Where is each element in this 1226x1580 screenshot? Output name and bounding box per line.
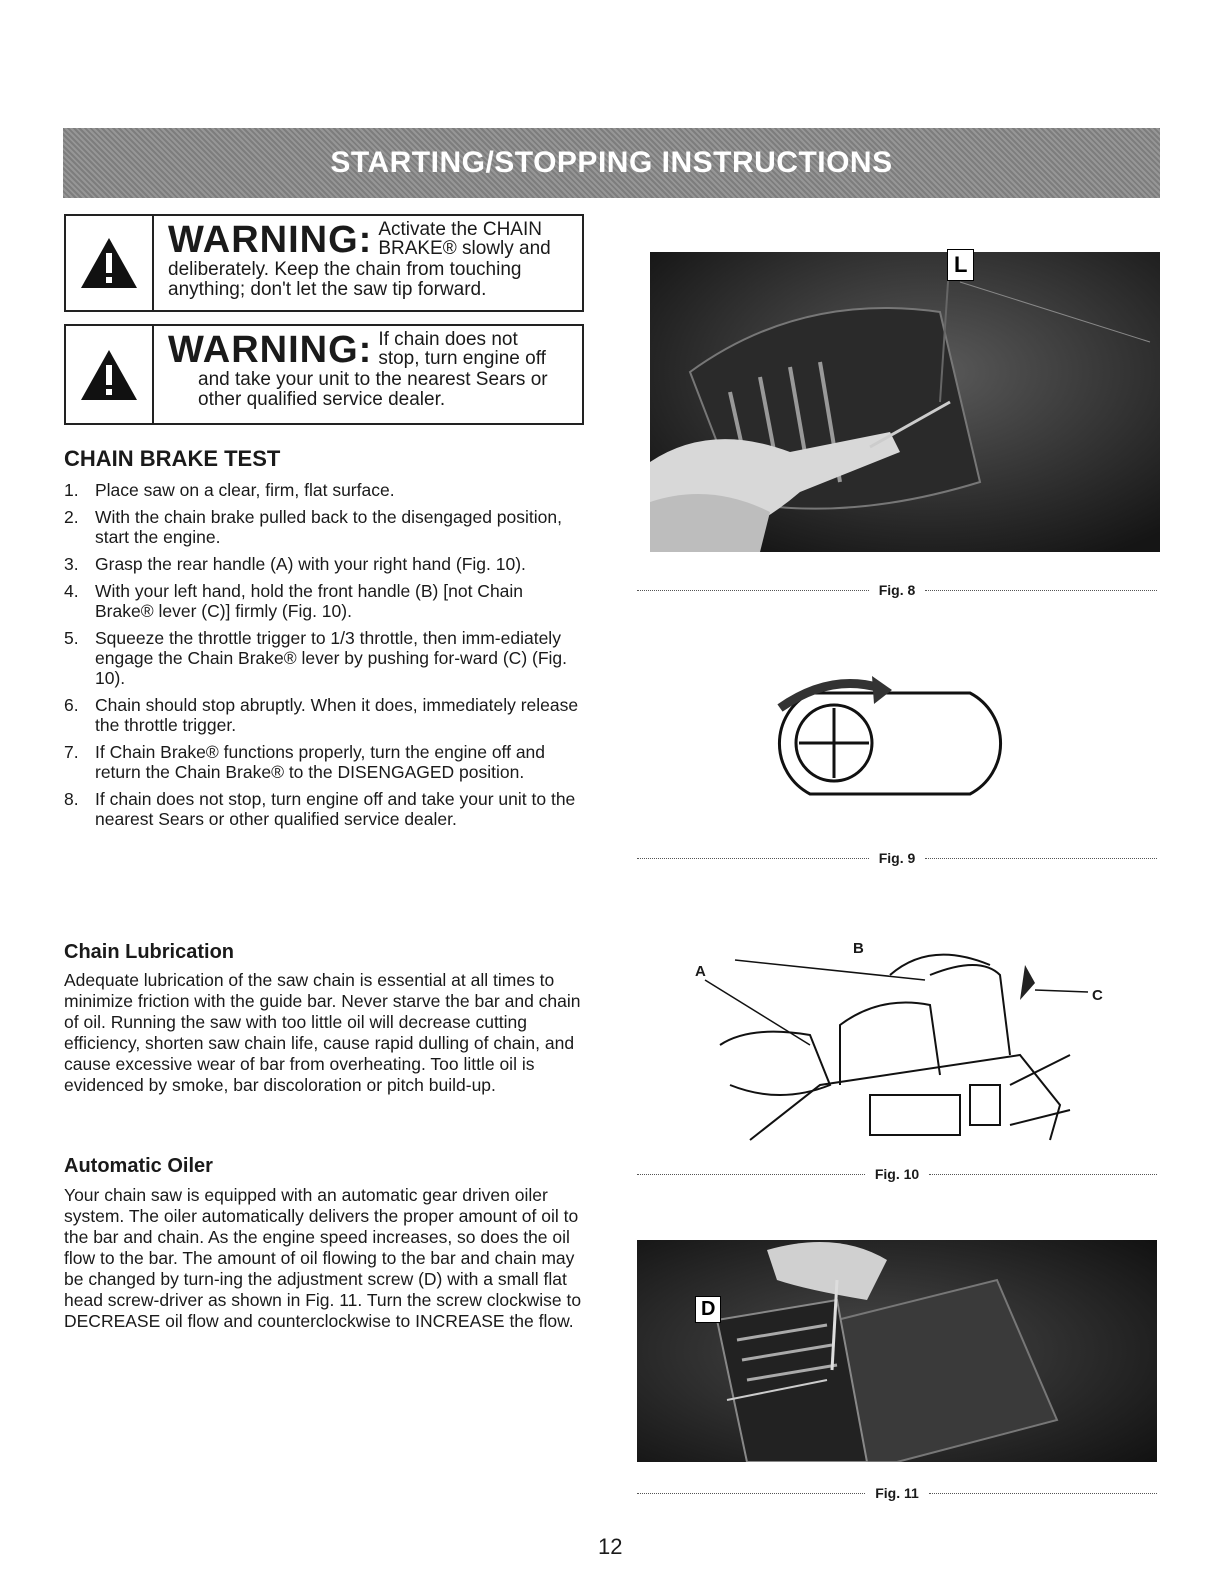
list-item: 3. Grasp the rear handle (A) with your right hand (Fig. 10). bbox=[64, 554, 526, 574]
chain-brake-test-heading: CHAIN BRAKE TEST bbox=[64, 446, 281, 471]
warning-tail: and take your unit to the nearest Sears or other qualified service dealer. bbox=[198, 369, 548, 410]
fig11-caption: Fig. 11 bbox=[637, 1483, 1157, 1503]
list-item: 1. Place saw on a clear, firm, flat surface. bbox=[64, 480, 395, 500]
list-item: 4. With your left hand, hold the front handle (B) [not Chain Brake® lever (C)] firmly (Fig. 10). bbox=[64, 581, 524, 621]
chain-brake-steps bbox=[64, 480, 584, 836]
fig10-label-a: A bbox=[695, 963, 706, 980]
warning-lead: If chain does not stop, turn engine off bbox=[378, 329, 546, 369]
chain-lubrication-heading: Chain Lubrication bbox=[64, 941, 234, 963]
fig11-photo bbox=[637, 1240, 1157, 1462]
fig8-callout-label: L bbox=[947, 249, 974, 281]
fig10-diagram bbox=[690, 935, 1110, 1150]
list-item: 8. If chain does not stop, turn engine off and take your unit to the nearest Sears or other qualified service dealer. bbox=[64, 789, 576, 829]
warning-triangle-icon bbox=[66, 216, 154, 310]
section-title: STARTING/STOPPING INSTRUCTIONS bbox=[330, 146, 893, 179]
section-banner bbox=[63, 128, 1160, 198]
fig10-caption: Fig. 10 bbox=[637, 1164, 1157, 1184]
warning-heading: WARNING: bbox=[168, 329, 373, 371]
warning-heading: WARNING: bbox=[168, 219, 373, 261]
list-item: 7. If Chain Brake® functions properly, turn the engine off and return the Chain Brake® to the DISENGAGED position. bbox=[64, 742, 546, 782]
list-item: 5. Squeeze the throttle trigger to 1/3 throttle, then imm-ediately engage the Chain Brake® lever by pushing for-ward (C) (Fig. 10). bbox=[64, 628, 568, 688]
automatic-oiler-heading: Automatic Oiler bbox=[64, 1155, 213, 1177]
fig10-label-b: B bbox=[853, 940, 864, 957]
warning-tail: deliberately. Keep the chain from touching anything; don't let the saw tip forward. bbox=[168, 259, 522, 300]
warning-text-1 bbox=[154, 216, 582, 310]
page-number: 12 bbox=[598, 1534, 623, 1559]
warning-box-2 bbox=[64, 324, 584, 425]
warning-box-1 bbox=[64, 214, 584, 312]
fig8-photo bbox=[650, 252, 1160, 552]
list-item: 6. Chain should stop abruptly. When it does, immediately release the throttle trigger. bbox=[64, 695, 579, 735]
automatic-oiler-text: Your chain saw is equipped with an automatic gear driven oiler system. The oiler automatically delivers the proper amount of oil to the bar and chain. As the engine speed increases, so does the oil flow to the bar. The amount of oil flowing to the bar and chain may be changed by turn-ing the adjustment screw (D) with a small flat head screw-driver as shown in Fig. 11. Turn the screw clockwise to DECREASE oil flow and counterclockwise to INCREASE the flow. bbox=[64, 1185, 582, 1331]
fig10-label-c: C bbox=[1092, 987, 1103, 1004]
list-item: 2. With the chain brake pulled back to the disengaged position, start the engine. bbox=[64, 507, 562, 547]
fig9-caption: Fig. 9 bbox=[637, 848, 1157, 868]
fig9-diagram bbox=[740, 668, 1040, 808]
fig11-callout-label: D bbox=[695, 1296, 721, 1323]
warning-triangle-icon bbox=[66, 326, 154, 423]
warning-text-2 bbox=[154, 326, 582, 423]
warning-lead: Activate the CHAIN BRAKE® slowly and bbox=[378, 219, 551, 259]
chain-lubrication-text: Adequate lubrication of the saw chain is essential at all times to minimize friction with the guide bar. Never starve the bar and chain of oil. Running the saw with too little oil will decrease cutting efficiency, shorten saw chain life, cause rapid dulling of chain, and cause excessive wear of bar from overheating. Too little oil is evidenced by smoke, bar discoloration or pitch build-up. bbox=[64, 970, 581, 1095]
fig8-caption: Fig. 8 bbox=[637, 580, 1157, 600]
